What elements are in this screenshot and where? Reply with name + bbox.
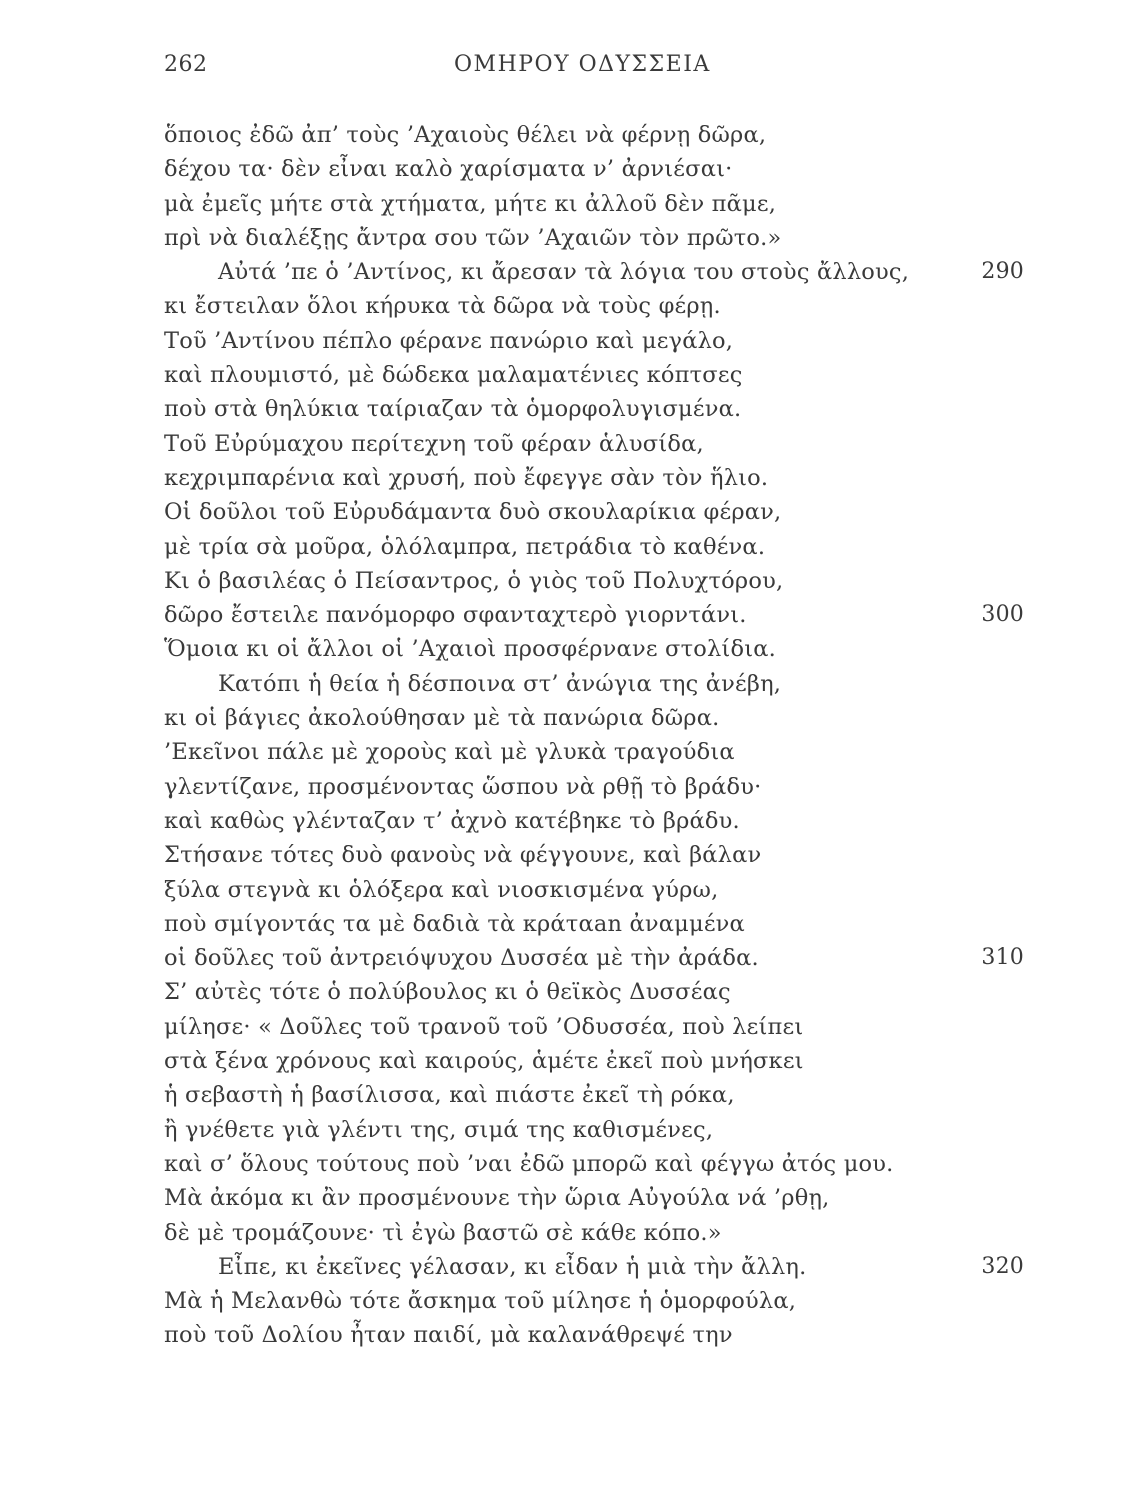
verse-line (164, 530, 1024, 564)
verse-line (164, 873, 1024, 907)
line-number: 310 (981, 945, 1024, 971)
verse-line (164, 255, 1024, 289)
page-number: 262 (164, 52, 208, 77)
verse-line (164, 701, 1024, 735)
line-number: 300 (981, 602, 1024, 628)
verse-text: ποὺ τοῦ Δολίου ἦταν παιδί, μὰ καλανάθρεψέ την (164, 1322, 733, 1349)
verse-text: Σ’ αὐτὲς τότε ὁ πολύβουλος κι ὁ θεϊκὸς Δυσσέας (164, 979, 731, 1006)
page-header (0, 52, 1143, 92)
verse-line (164, 1250, 1024, 1284)
verse-text: Αὐτά ’πε ὁ ’Αντίνος, κι ἄρεσαν τὰ λόγια του στοὺς ἄλλους, (218, 259, 910, 286)
verse-line (164, 667, 1024, 701)
verse-text: Εἶπε, κι ἐκεῖνες γέλασαν, κι εἶδαν ἡ μιὰ τὴν ἄλλη. (218, 1253, 807, 1280)
verse-line (164, 392, 1024, 426)
verse-line (164, 1010, 1024, 1044)
verse-line (164, 187, 1024, 221)
running-title: ΟΜΗΡΟΥ ΟΔΥΣΣΕΙΑ (454, 52, 711, 77)
verse-text: οἱ δοῦλες τοῦ ἀντρειόψυχου Δυσσέα μὲ τὴν ἀράδα. (164, 945, 759, 972)
verse-text: ποὺ σμίγοντάς τα μὲ δαδιὰ τὰ κράταan ἀναμμένα (164, 910, 745, 937)
verse-line (164, 632, 1024, 666)
verse-text: δὲ μὲ τρομάζουνε· τὶ ἐγὼ βαστῶ σὲ κάθε κόπο.» (164, 1219, 722, 1246)
verse-line (164, 804, 1024, 838)
verse-line (164, 564, 1024, 598)
verse-line (164, 1216, 1024, 1250)
verse-text: γλεντίζανε, προσμένοντας ὥσπου νὰ ρθῇ τὸ βράδυ· (164, 773, 762, 800)
verse-text: Μὰ ἀκόμα κι ἂν προσμένουνε τὴν ὥρια Αὐγούλα νά ’ρθῃ, (164, 1185, 830, 1212)
verse-line (164, 495, 1024, 529)
verse-line (164, 838, 1024, 872)
verse-line (164, 358, 1024, 392)
verse-line (164, 1113, 1024, 1147)
verse-line (164, 975, 1024, 1009)
verse-line (164, 118, 1024, 152)
verse-line (164, 1044, 1024, 1078)
verse-text: ὅποιος ἐδῶ ἀπ’ τοὺς ’Αχαιοὺς θέλει νὰ φέρνῃ δῶρα, (164, 122, 767, 148)
verse-text: Κι ὁ βασιλέας ὁ Πείσαντρος, ὁ γιὸς τοῦ Πολυχτόρου, (164, 567, 784, 594)
line-number: 320 (981, 1253, 1024, 1279)
verse-text: κι οἱ βάγιες ἀκολούθησαν μὲ τὰ πανώρια δῶρα. (164, 705, 720, 732)
verse-line (164, 427, 1024, 461)
verse-text: ἢ γνέθετε γιὰ γλέντι της, σιμά της καθισμένες, (164, 1116, 714, 1143)
verse-line (164, 324, 1024, 358)
verse-text: Ὅμοια κι οἱ ἄλλοι οἱ ’Αχαιοὶ προσφέρνανε στολίδια. (164, 636, 776, 663)
verse-line (164, 941, 1024, 975)
verse-line (164, 1147, 1024, 1181)
verse-text: δῶρο ἔστειλε πανόμορφο σφανταχτερὸ γιορντάνι. (164, 602, 747, 629)
verse-text: κι ἔστειλαν ὅλοι κήρυκα τὰ δῶρα νὰ τοὺς φέρῃ. (164, 293, 721, 320)
verse-text: Κατόπι ἡ θεία ἡ δέσποινα στ’ ἀνώγια της ἀνέβη, (218, 670, 782, 697)
verse-text: Οἱ δοῦλοι τοῦ Εὐρυδάμαντα δυὸ σκουλαρίκια φέραν, (164, 499, 782, 526)
verse-line (164, 735, 1024, 769)
verse-text: δέχου τα· δὲν εἶναι καλὸ χαρίσματα ν’ ἀρνιέσαι· (164, 156, 733, 183)
verse-line (164, 1318, 1024, 1352)
verse-line (164, 1078, 1024, 1112)
verse-text: καὶ πλουμιστό, μὲ δώδεκα μαλαματένιες κόπτσες (164, 362, 743, 389)
verse-text: κεχριμπαρένια καὶ χρυσή, ποὺ ἔφεγγε σὰν τὸν ἥλιο. (164, 464, 769, 491)
verse-line (164, 221, 1024, 255)
verse-text: μὰ ἐμεῖς μήτε στὰ χτήματα, μήτε κι ἀλλοῦ δὲν πᾶμε, (164, 190, 777, 217)
verse-line (164, 461, 1024, 495)
verse-text: Στήσανε τότες δυὸ φανοὺς νὰ φέγγουνε, καὶ βάλαν (164, 842, 762, 869)
verse-line (164, 907, 1024, 941)
verse-text: Τοῦ ’Αντίνου πέπλο φέρανε πανώριο καὶ μεγάλο, (164, 327, 734, 354)
verse-line (164, 1284, 1024, 1318)
verse-line (164, 598, 1024, 632)
verse-text: καὶ καθὼς γλένταζαν τ’ ἀχνὸ κατέβηκε τὸ βράδυ. (164, 807, 740, 834)
verse-text: μὲ τρία σὰ μοῦρα, ὁλόλαμπρα, πετράδια τὸ καθένα. (164, 533, 766, 560)
verse-text: μίλησε· « Δοῦλες τοῦ τρανοῦ τοῦ ’Οδυσσέα, ποὺ λείπει (164, 1013, 804, 1040)
verse-line (164, 770, 1024, 804)
verse-line (164, 152, 1024, 186)
verse-text: Μὰ ἡ Μελανθὼ τότε ἄσκημα τοῦ μίλησε ἡ ὁμορφούλα, (164, 1288, 797, 1315)
verse-text: ξύλα στεγνὰ κι ὁλόξερα καὶ νιοσκισμένα γύρω, (164, 876, 719, 903)
verse-text: ’Εκεῖνοι πάλε μὲ χοροὺς καὶ μὲ γλυκὰ τραγούδια (164, 739, 735, 766)
verse-line (164, 289, 1024, 323)
verse-text: στὰ ξένα χρόνους καὶ καιρούς, ἁμέτε ἐκεῖ ποὺ μνήσκει (164, 1048, 804, 1075)
verse-text: καὶ σ’ ὅλους τούτους ποὺ ’ναι ἐδῶ μπορῶ καὶ φέγγω ἀτός μου. (164, 1150, 894, 1177)
verse-text: πρὶ νὰ διαλέξῃς ἄντρα σου τῶν ’Αχαιῶν τὸν πρῶτο.» (164, 224, 782, 251)
verse-text: ἡ σεβαστὴ ἡ βασίλισσα, καὶ πιάστε ἐκεῖ τὴ ρόκα, (164, 1082, 735, 1109)
verse-block (164, 118, 1024, 1353)
verse-line (164, 1181, 1024, 1215)
verse-text: Τοῦ Εὐρύμαχου περίτεχνη τοῦ φέραν ἁλυσίδα, (164, 430, 704, 457)
line-number: 290 (981, 259, 1024, 285)
verse-text: ποὺ στὰ θηλύκια ταίριαζαν τὰ ὁμορφολυγισμένα. (164, 396, 742, 423)
